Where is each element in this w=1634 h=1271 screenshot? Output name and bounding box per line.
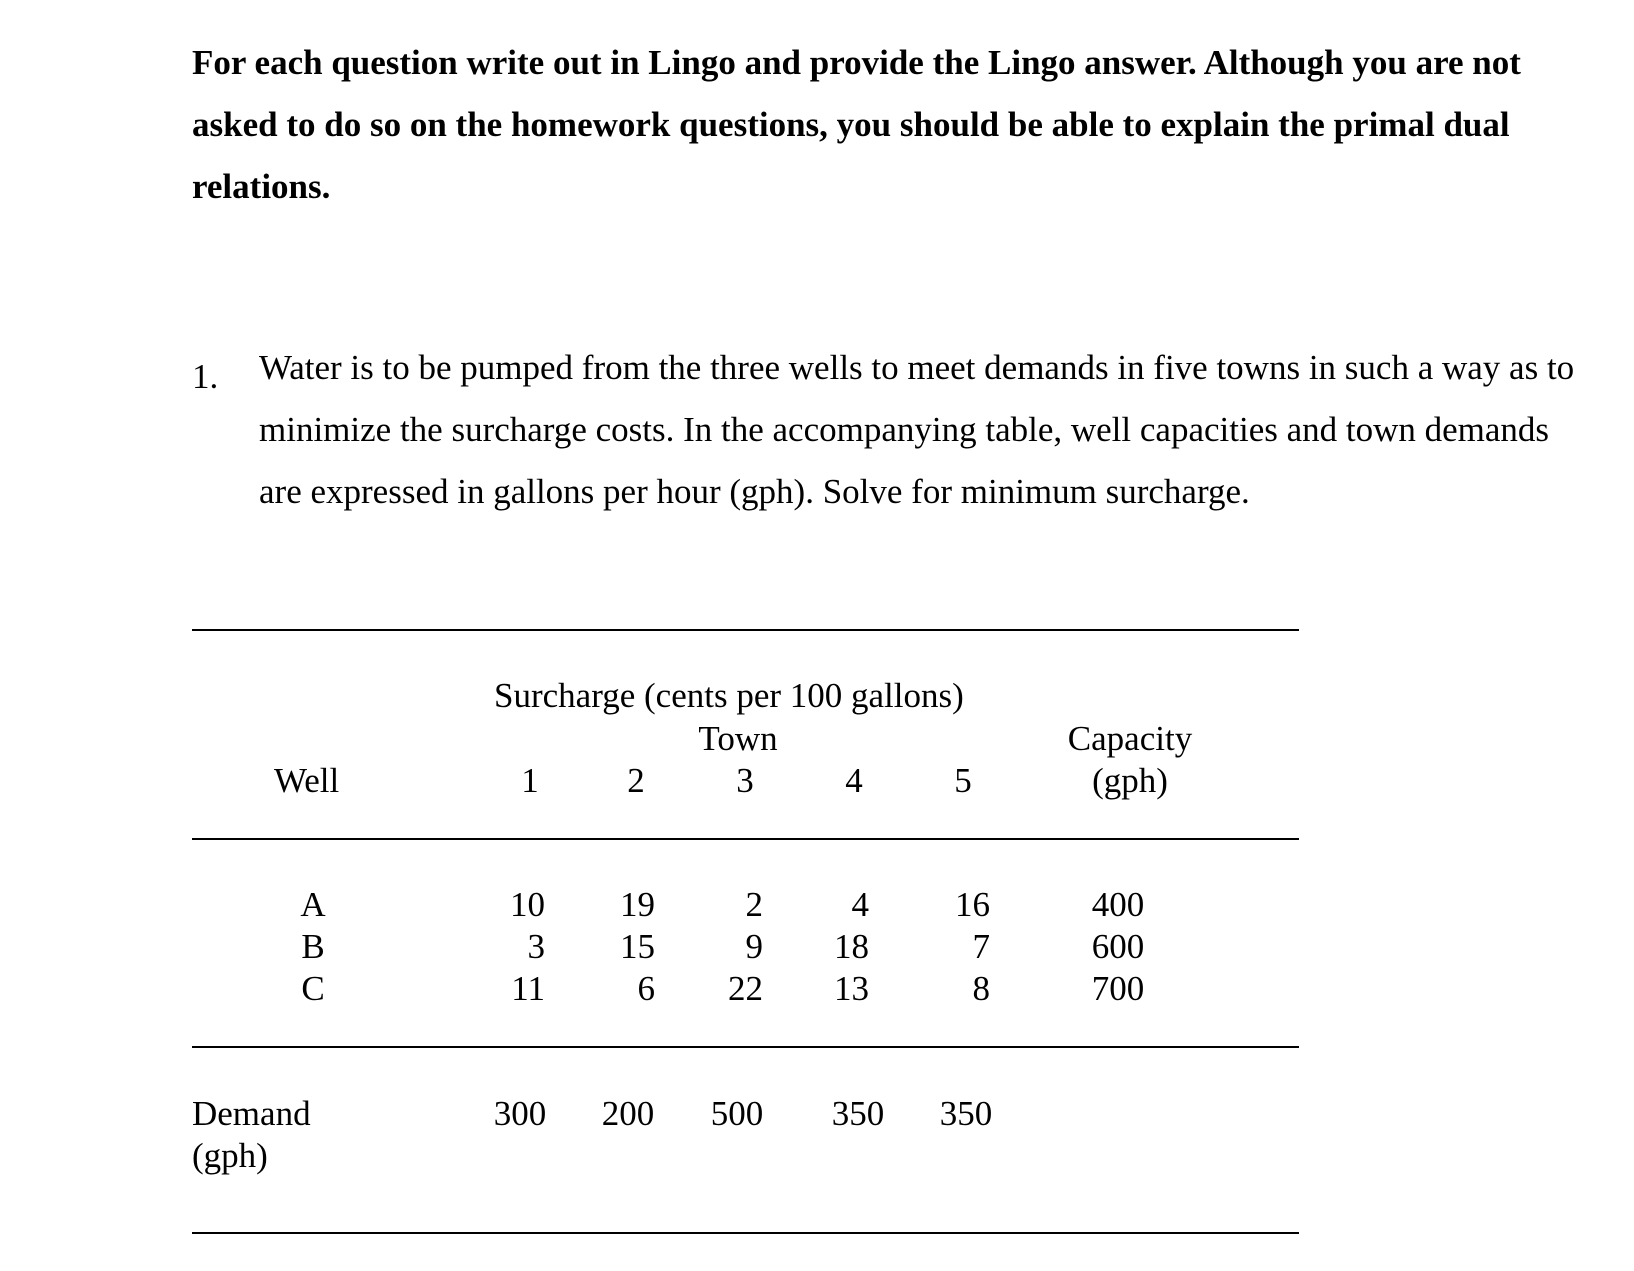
town-number-1: 1 xyxy=(521,761,539,800)
cost-cell: 15 xyxy=(620,927,655,966)
demand-cell: 200 xyxy=(601,1094,655,1133)
cost-cell: 18 xyxy=(834,927,869,966)
cost-cell: 4 xyxy=(851,885,869,924)
cost-cell: 22 xyxy=(728,969,763,1008)
cost-cell: 9 xyxy=(745,927,763,966)
capacity-heading: Capacity xyxy=(1067,719,1193,758)
town-number-5: 5 xyxy=(954,761,972,800)
demand-unit: (gph) xyxy=(192,1136,268,1175)
demand-cell: 350 xyxy=(939,1094,993,1133)
capacity-cell: 700 xyxy=(1091,969,1145,1008)
header-bottom-rule xyxy=(192,838,1299,840)
demand-cell: 300 xyxy=(493,1094,547,1133)
cost-cell: 3 xyxy=(527,927,545,966)
town-heading: Town xyxy=(698,719,778,758)
town-number-3: 3 xyxy=(736,761,754,800)
cost-cell: 2 xyxy=(745,885,763,924)
well-label: A xyxy=(300,885,326,924)
capacity-cell: 600 xyxy=(1091,927,1145,966)
cost-cell: 6 xyxy=(637,969,655,1008)
well-heading: Well xyxy=(274,761,340,800)
town-number-2: 2 xyxy=(627,761,645,800)
table-bottom-rule xyxy=(192,1232,1299,1234)
cost-cell: 13 xyxy=(834,969,869,1008)
cost-cell: 16 xyxy=(955,885,990,924)
question-number: 1. xyxy=(192,357,219,396)
demand-cell: 500 xyxy=(710,1094,764,1133)
demand-label: Demand xyxy=(192,1094,311,1133)
instructions-paragraph: For each question write out in Lingo and provide the Lingo answer. Although you are not asked to do so on the homework questions, you should be able to explain the primal dual relations. xyxy=(192,43,1521,206)
town-number-4: 4 xyxy=(845,761,863,800)
cost-cell: 8 xyxy=(972,969,990,1008)
capacity-cell: 400 xyxy=(1091,885,1145,924)
question-text: Water is to be pumped from the three wells to meet demands in five towns in such a way as to minimize the surcharge costs. In the accompanying table, well capacities and town demands are expressed in gallons per hour (gph). Solve for minimum surcharge. xyxy=(259,348,1575,511)
cost-cell: 7 xyxy=(972,927,990,966)
well-label: B xyxy=(301,927,325,966)
cost-cell: 11 xyxy=(511,969,545,1008)
surcharge-heading: Surcharge (cents per 100 gallons) xyxy=(494,676,964,715)
cost-cell: 10 xyxy=(510,885,545,924)
capacity-unit: (gph) xyxy=(1092,761,1168,800)
body-bottom-rule xyxy=(192,1046,1299,1048)
table-top-rule xyxy=(192,629,1299,631)
cost-cell: 19 xyxy=(620,885,655,924)
well-label: C xyxy=(301,969,325,1008)
demand-cell: 350 xyxy=(831,1094,885,1133)
